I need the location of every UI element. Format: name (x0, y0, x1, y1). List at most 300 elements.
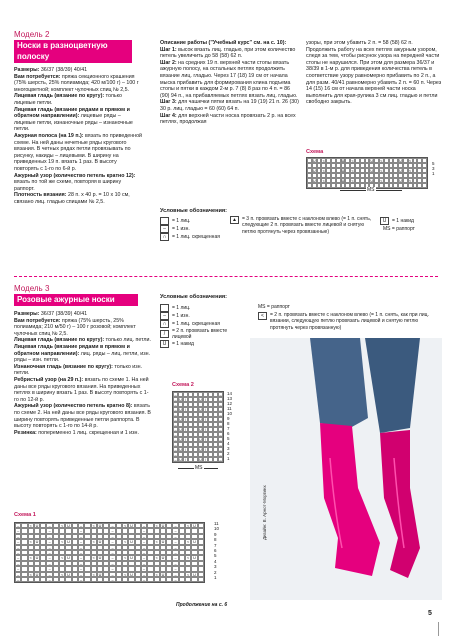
chart-cell: – (78, 528, 84, 533)
paragraph: Плотность вязания: 28 п. х 40 р. = 10 х 10 см, связано лиц. гладью спицами № 2,5. (14, 192, 130, 205)
chart-cell: < (122, 572, 128, 577)
chart-cell: – (219, 413, 222, 417)
chart-cell: < (322, 169, 325, 173)
chart-cell: – (141, 572, 147, 577)
paragraph: Изнаночная гладь (вязание по кругу): только изн. петли. (14, 363, 143, 377)
chart-cell: U (98, 524, 102, 528)
model2-legend-right (380, 217, 415, 233)
chart-cell: U (179, 458, 182, 462)
chart-cell: – (172, 555, 178, 560)
chart-cell: – (174, 443, 177, 447)
chart-cell: < (122, 523, 128, 528)
chart-cell: < (28, 523, 34, 528)
chart-cell: – (219, 438, 222, 442)
chart-cell: – (46, 572, 52, 577)
chart-cell: < (409, 169, 412, 173)
chart-cell: – (46, 561, 52, 566)
legend-item: – = 1 изн. (160, 225, 220, 233)
model3-legend-ms: MS = раппорт (258, 304, 290, 310)
chart-cell: / (184, 418, 187, 422)
knit-stitch-icon (160, 304, 169, 312)
model2-col3 (306, 40, 442, 106)
row-number: 3 (227, 446, 230, 451)
chart-cell: U (179, 418, 182, 422)
model2-legend-title: Условные обозначения: (160, 208, 228, 214)
chart-cell: – (172, 572, 178, 577)
row-number: 9 (214, 531, 217, 537)
chart-cell: – (141, 555, 147, 560)
chart-cell: U (130, 524, 133, 528)
row-number: 7 (227, 426, 230, 431)
chart-cell: < (409, 179, 412, 183)
chart-cell: – (78, 566, 84, 571)
chart-cell: < (122, 555, 128, 560)
legend-item: MS = раппорт (383, 226, 415, 232)
chart-cell: – (78, 550, 84, 555)
model2-col2 (160, 40, 300, 126)
chart-cell: – (174, 433, 177, 437)
chart-cell: – (219, 398, 222, 402)
row-number: 5 (432, 161, 435, 166)
row-number: 8 (227, 421, 230, 426)
chart-cell: / (184, 428, 187, 432)
chart-cell: U (161, 540, 165, 545)
chart-cell: < (322, 179, 325, 183)
photo-credit: Дизайн: В. Арнот-Моргинх (262, 485, 267, 540)
chart-cell: – (78, 555, 84, 560)
paragraph: Шаг 1: высок вязать лиц. гладью, при этом количество петель увеличить до 58 (58) 62 п. (160, 46, 296, 60)
chart-cell: – (172, 550, 178, 555)
row-number: 10 (214, 526, 220, 532)
chart-cell: U (370, 179, 374, 183)
chart-cell: – (219, 433, 222, 437)
row-number: 10 (227, 411, 233, 416)
chart-cell: – (172, 577, 178, 582)
chart-cell: – (141, 566, 147, 571)
chart-cell: – (219, 418, 222, 422)
row-number: 2 (227, 451, 230, 456)
chart-cell: < (28, 555, 34, 560)
chart-cell: / (204, 398, 207, 402)
chart-cell: U (312, 169, 316, 173)
row-number: 3 (432, 166, 435, 172)
chart-cell: / (184, 408, 187, 412)
legend-item-text: = 2 п. провязать вместе с наклоном влево (= 1 п. снять, как при лиц. вязании, следующую петлю провязать лицевой и снятую петлю протянуть через провязанную) (270, 312, 429, 331)
chart-cell: – (219, 448, 222, 452)
chart-cell: < (59, 523, 65, 528)
crossed-stitch-icon: ∩ (160, 233, 169, 241)
chart-cell: – (174, 458, 177, 462)
chart-cell: U (179, 438, 182, 442)
chart-cell: – (78, 545, 84, 550)
chart-cell: U (179, 428, 182, 432)
chart-cell: – (46, 523, 52, 528)
chart-cell: – (219, 428, 222, 432)
chart-cell: U (341, 169, 345, 173)
paragraph: Размеры: 36/37 (38/39) 40/41 (14, 311, 88, 317)
legend-item: – = 1 изн. (160, 312, 240, 320)
chart-cell: – (109, 539, 115, 544)
chart-cell: – (109, 555, 115, 560)
chart-cell: – (141, 577, 147, 582)
row-number: 4 (227, 441, 230, 446)
scheme2-ms-label: MS (195, 465, 203, 471)
chart-cell: U (130, 556, 133, 561)
chart-cell: – (109, 577, 115, 582)
row-number: 14 (227, 391, 233, 396)
chart-cell: – (141, 523, 147, 528)
chart-cell: – (172, 528, 178, 533)
chart-cell: < (28, 572, 34, 577)
chart-cell: – (46, 534, 52, 539)
chart-cell: – (174, 398, 177, 402)
scheme2-grid (172, 391, 224, 463)
chart-cell: U (312, 159, 316, 163)
chart-cell: – (78, 539, 84, 544)
chart-cell: – (109, 534, 115, 539)
chart-cell: – (78, 577, 84, 582)
crossed-stitch-icon: ∩ (160, 320, 169, 328)
chart-cell: – (219, 453, 222, 457)
chart-cell: – (174, 423, 177, 427)
scheme1 (14, 522, 205, 583)
chart-cell: – (219, 403, 222, 407)
chart-cell: < (91, 555, 97, 560)
chart-cell: – (174, 418, 177, 422)
chart-cell: U (193, 524, 196, 528)
chart-cell: U (179, 398, 182, 402)
legend-item: ∩ = 1 лиц. скрещенная (160, 233, 220, 241)
chart-cell: – (172, 566, 178, 571)
page-edge-mark (438, 622, 439, 636)
chart-cell: U (199, 418, 202, 422)
chart-cell: – (174, 448, 177, 452)
chart-cell: – (109, 550, 115, 555)
chart-cell: – (172, 545, 178, 550)
chart-cell: – (109, 545, 115, 550)
chart-cell: – (141, 561, 147, 566)
chart-cell: – (109, 528, 115, 533)
row-number: 5 (227, 436, 230, 441)
chart-cell: / (204, 448, 207, 452)
chart-cell: < (351, 179, 354, 183)
chart-cell: U (199, 438, 202, 442)
scheme2-row-numbers (227, 391, 232, 461)
paragraph: Шаг 2: на средних 19 п. верхней части стопы вязать ажурную полосу, на остальных петлях продолжить вязание лиц. гладью. Через 17 (18) 19 см от начала мыска прибавить для формирования клина подъема стопы и пятки в каждом 2-м р. 7 (8) 8 раз по 4 п. = 86 (90) 94 п., на прибавляемых петлях вязать лиц. гладью. (160, 59, 298, 99)
legend-item: ∩ = 1 лиц. скрещенная (160, 320, 240, 328)
chart-cell: – (141, 545, 147, 550)
chart-cell: U (161, 524, 165, 528)
scheme1-row-numbers (214, 521, 219, 580)
chart-cell: – (15, 523, 21, 528)
row-number: 13 (227, 396, 233, 401)
chart-cell: – (15, 572, 21, 577)
row-number: 1 (227, 456, 230, 461)
chart-cell: U (98, 572, 102, 577)
chart-cell (422, 183, 427, 188)
chart-cell: < (154, 523, 160, 528)
legend-item: U = 1 накид (380, 217, 415, 225)
chart-cell: U (67, 524, 70, 528)
paragraph: узоры, при этом убавить 2 п. = 58 (58) 62 п. Продолжить работу на всех петлях ажурным узором, следя за тем, чтобы рисунок узора на передней части стопы не нарушился. При этом для размера 36/37 и 38/39 в 1-м р. для приведения количества петель в соответствие узору равномерно прибавить по 2 п., а для разм. 40/41 равномерно убавить 2 п. = 60 п. Через 14 (15) 16 см от начала верхней части носка выполнить для края-рулика 3 см лиц. гладью и петли свободно закрыть. (306, 40, 442, 106)
legend-item: U = 1 накид (160, 340, 240, 348)
three-together-left-icon: ▲ (230, 216, 239, 224)
row-number: 8 (214, 537, 217, 543)
chart-cell: – (219, 458, 222, 462)
section-divider (14, 276, 438, 277)
row-number: 11 (214, 521, 219, 526)
row-number: 5 (214, 553, 217, 559)
knit-stitch-icon (160, 217, 169, 225)
chart-cell: – (46, 577, 52, 582)
chart-cell: / (204, 408, 207, 412)
chart-cell: – (109, 572, 115, 577)
chart-cell: < (380, 179, 383, 183)
chart-cell: – (174, 438, 177, 442)
chart-cell: – (141, 528, 147, 533)
chart-cell: < (154, 572, 160, 577)
chart-cell: – (174, 413, 177, 417)
row-number: 12 (227, 401, 233, 406)
paragraph: Ажурный узор (количество петель кратно 8): вязать по схеме 2. На ней даны все ряды кругового вязания. В ширину повторять приведенные петли раппорта. В высоту повторять с 1-го по 14-й р. (14, 403, 151, 430)
chart-cell: < (154, 539, 160, 544)
paragraph: Описание работы ("Учебный курс" см. на с. 10): (160, 40, 287, 46)
row-number: 9 (227, 416, 230, 421)
purl-stitch-icon: – (160, 225, 169, 233)
chart-cell: < (351, 159, 354, 163)
chart-cell: – (46, 566, 52, 571)
paragraph: Лицевая гладь (вязание рядами в прямом и обратном направлении): лицевые ряды – лицевые петли, изнаночные ряды – изнаночные петли. (14, 106, 133, 133)
chart-cell: – (174, 408, 177, 412)
scheme2 (172, 391, 224, 463)
chart-cell: U (370, 169, 374, 173)
row-number: 1 (432, 171, 435, 177)
chart-cell: U (98, 540, 102, 545)
chart-cell: U (399, 169, 402, 173)
paragraph: Лицевая гладь (вязание рядами в прямом и обратном направлении): лиц. ряды – лиц. петли, изн. ряды – изн. петли. (14, 343, 151, 364)
chart-cell: < (154, 555, 160, 560)
legend-item-text: = 3 п. провязать вместе с наклоном влево (= 1 п. снять, следующие 2 п. провязать вместе лицевой и снятую петлю протянуть через провязанные) (242, 216, 372, 235)
yarn-over-icon: U (160, 340, 169, 348)
chart-cell: U (341, 159, 345, 163)
row-number: 7 (214, 542, 217, 548)
chart-cell: – (109, 523, 115, 528)
chart-cell: – (78, 534, 84, 539)
chart-cell: – (174, 428, 177, 432)
chart-cell: – (15, 561, 21, 566)
chart-cell: – (219, 443, 222, 447)
row-number: 2 (214, 569, 217, 575)
chart-cell: < (59, 555, 65, 560)
chart-cell: U (399, 159, 402, 163)
model2-scheme-label: Схема (306, 149, 324, 155)
chart-cell: – (78, 572, 84, 577)
legend-item: = 1 лиц. (160, 217, 220, 225)
chart-cell: / (184, 398, 187, 402)
chart-cell: U (161, 572, 165, 577)
paragraph: Лицевая гладь (вязание по кругу): только лиц. петли. (14, 337, 151, 344)
model3-legend-left (160, 304, 240, 348)
scheme2-label: Схема 2 (172, 382, 194, 388)
chart-cell: < (59, 539, 65, 544)
chart-cell: U (199, 428, 202, 432)
chart-cell: < (28, 539, 34, 544)
chart-cell: U (35, 572, 39, 577)
chart-cell: U (199, 408, 202, 412)
chart-cell: – (15, 577, 21, 582)
chart-cell: U (67, 572, 70, 577)
chart-cell: U (199, 398, 202, 402)
chart-cell: – (172, 539, 178, 544)
chart-cell: < (322, 159, 325, 163)
chart-cell (198, 577, 204, 582)
purl-stitch-icon: – (160, 312, 169, 320)
chart-cell: – (46, 545, 52, 550)
row-number: 6 (214, 548, 217, 554)
chart-cell: / (204, 418, 207, 422)
chart-cell: – (15, 539, 21, 544)
chart-cell: – (78, 561, 84, 566)
chart-cell: / (204, 438, 207, 442)
paragraph: Ребристый узор (на 29 п.): вязать по схеме 1. На ней даны все ряды кругового вязания. На приведенных петлях в ширину вязать 1 раз. В высоту повторять с 1-го по 12-й р. (14, 376, 149, 403)
scheme1-grid (14, 522, 205, 583)
chart-cell: U (199, 448, 202, 452)
chart-cell: U (399, 179, 402, 183)
chart-cell: U (193, 556, 196, 561)
model3-col1 (14, 311, 152, 436)
chart-cell: < (409, 159, 412, 163)
model2-scheme (306, 157, 428, 189)
chart-cell: U (35, 540, 39, 545)
chart-cell: < (91, 572, 97, 577)
chart-cell: U (130, 540, 133, 545)
chart-cell: – (15, 550, 21, 555)
model3-legend-title: Условные обозначения: (160, 294, 228, 300)
chart-cell: U (193, 540, 196, 545)
chart-cell: – (15, 528, 21, 533)
chart-cell: – (46, 528, 52, 533)
chart-cell: – (141, 539, 147, 544)
chart-cell: – (174, 403, 177, 407)
chart-cell: – (15, 566, 21, 571)
model2-col1 (14, 67, 142, 205)
yarn-over-icon: U (380, 217, 389, 225)
legend-item: / = 2 п. провязать вместе лицевой (160, 328, 240, 340)
chart-cell: – (46, 539, 52, 544)
socks-illustration (250, 338, 442, 600)
chart-cell: U (370, 159, 374, 163)
legend-item: = 1 лиц. (160, 304, 240, 312)
chart-cell: U (193, 572, 196, 577)
model3-label: Модель 3 (14, 284, 50, 293)
chart-cell: – (172, 561, 178, 566)
paragraph: Размеры: 36/37 (38/39) 40/41 (14, 67, 88, 73)
model2-title-line2: полоску (17, 52, 50, 61)
row-number: 1 (214, 575, 217, 581)
row-number: 3 (214, 564, 217, 570)
chart-cell: < (91, 523, 97, 528)
paragraph: Вам потребуется: пряжа (75% шерсть, 25% полиамида; 210 м/50 г) – 100 г розовой; комплект чулочных спиц № 2,5. (14, 317, 136, 337)
chart-cell: U (67, 540, 70, 545)
model2-ms-label: MS (367, 187, 375, 193)
chart-cell: U (161, 556, 165, 561)
continued-note: Продолжение на с. 6 (176, 602, 228, 608)
chart-cell: U (179, 448, 182, 452)
chart-cell: < (351, 169, 354, 173)
chart-cell: < (122, 539, 128, 544)
model2-legend-mid (230, 216, 372, 235)
paragraph: Резинка: попеременно 1 лиц. скрещенная и 1 изн. (14, 429, 139, 436)
chart-cell: < (59, 572, 65, 577)
paragraph: Шаг 4: для верхней части носка провязать 2 р. на всех петлях, продолжая (160, 112, 296, 126)
paragraph: Шаг 3: для чашечки пятки вязать на 19 (19) 21 п. 26 (30) 30 р. лиц. гладью = 60 (60) 64 п. (160, 99, 299, 112)
chart-cell: U (35, 524, 39, 528)
model2-title-line1: Носки в разноцветную (17, 41, 108, 50)
chart-cell: – (219, 408, 222, 412)
chart-cell: – (15, 555, 21, 560)
chart-cell: – (141, 534, 147, 539)
chart-cell: U (130, 572, 133, 577)
chart-cell: < (380, 169, 383, 173)
model3-title: Розовые ажурные носки (17, 295, 115, 304)
chart-cell: – (172, 523, 178, 528)
chart-cell: U (312, 179, 316, 183)
row-number: 4 (214, 558, 217, 564)
chart-cell: – (172, 534, 178, 539)
chart-cell: – (15, 534, 21, 539)
model2-label: Модель 2 (14, 30, 50, 39)
chart-cell: < (185, 555, 191, 560)
chart-cell: U (98, 556, 102, 561)
chart-cell: / (184, 448, 187, 452)
paragraph: Вам потребуется: пряжа секционного крашения (75% шерсть, 25% полиамида; 420 м/100 г) – 100 г многоцветной; комплект чулочных спиц № 2,5. (14, 73, 139, 93)
chart-cell: – (219, 423, 222, 427)
two-together-left-icon: < (258, 312, 267, 320)
page-number: 5 (428, 610, 432, 617)
chart-cell: – (78, 523, 84, 528)
chart-cell: – (174, 393, 177, 397)
chart-cell: U (35, 556, 39, 561)
chart-cell: U (179, 408, 182, 412)
model2-scheme-row-numbers (432, 156, 435, 176)
chart-cell: – (174, 453, 177, 457)
scheme1-label: Схема 1 (14, 512, 36, 518)
chart-cell: – (15, 545, 21, 550)
chart-cell: < (185, 572, 191, 577)
two-together-icon: / (160, 330, 169, 338)
paragraph: Ажурный узор (количество петель кратно 12): вязать по той же схеме, повторяя в ширину раппорт. (14, 172, 136, 192)
chart-cell: U (67, 556, 70, 561)
chart-cell: – (46, 555, 52, 560)
chart-cell: – (219, 393, 222, 397)
chart-cell: U (199, 458, 202, 462)
model2-title-bar (14, 40, 132, 63)
chart-cell: / (184, 458, 187, 462)
row-number: 6 (227, 431, 230, 436)
chart-cell: < (91, 539, 97, 544)
chart-cell: – (141, 550, 147, 555)
model2-legend-left (160, 217, 220, 241)
chart-cell: / (184, 438, 187, 442)
chart-cell: < (380, 159, 383, 163)
chart-cell: – (109, 561, 115, 566)
chart-cell: U (341, 179, 345, 183)
model3-legend-right (258, 312, 438, 331)
model2-scheme-grid (306, 157, 428, 189)
paragraph: Ажурная полоса (на 19 п.): вязать по приведенной схеме. На ней даны нечетные ряды кругового вязания. В четных рядах петли провязывать по рисунку, накиды – лицевыми. В ширину на приведенных 19 п. вязать 1 раз. В высоту повторять с 1-го по 6-й р. (14, 132, 142, 172)
model3-title-bar (14, 294, 138, 306)
chart-cell: < (185, 539, 191, 544)
